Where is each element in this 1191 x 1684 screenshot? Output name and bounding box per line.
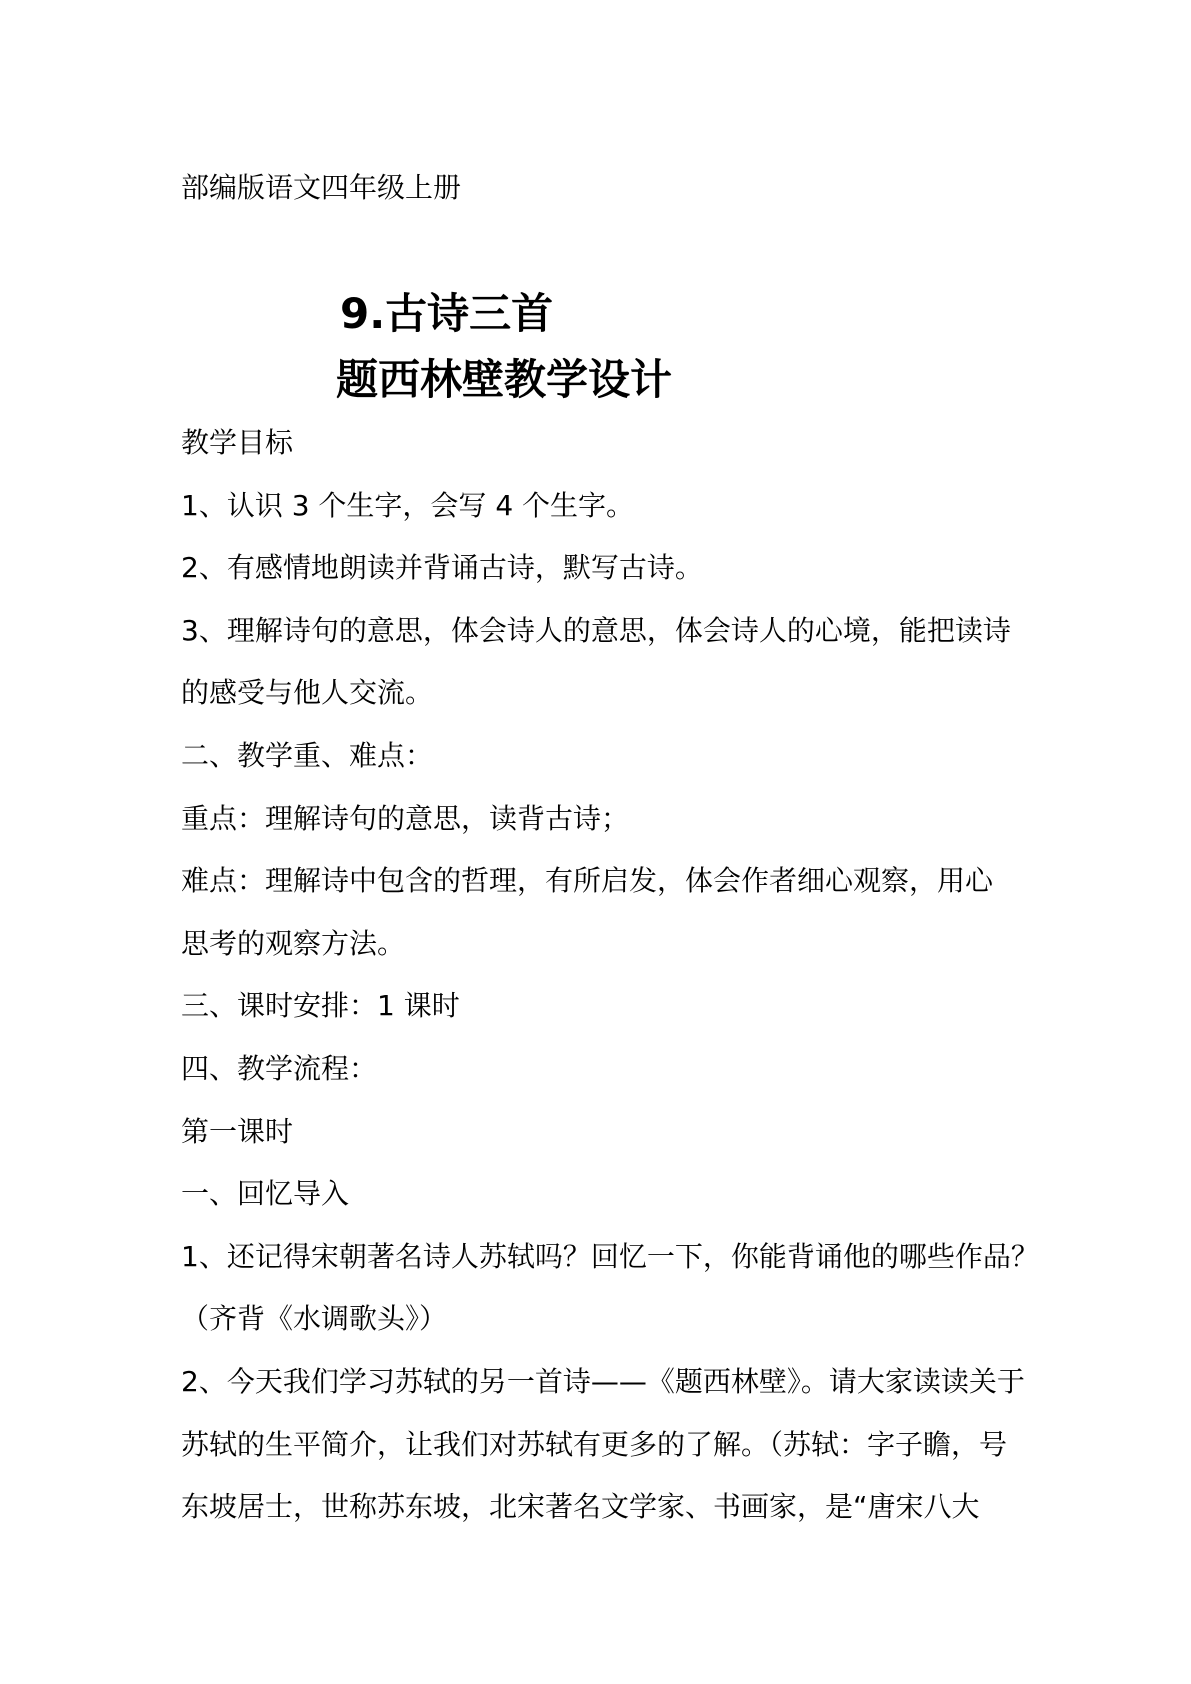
body-line: （齐背《水调歌头》）: [181, 1302, 448, 1336]
section-heading-process: 四、教学流程：: [181, 1051, 378, 1085]
body-line: 3、理解诗句的意思，体会诗人的意思，体会诗人的心境，能把读诗: [181, 613, 1011, 647]
body-line: 重点：理解诗句的意思，读背古诗；: [181, 801, 630, 835]
body-line: 东坡居士，世称苏东坡，北宋著名文学家、书画家，是“唐宋八大: [181, 1490, 980, 1524]
body-line: 难点：理解诗中包含的哲理，有所启发，体会作者细心观察，用心: [181, 864, 994, 898]
body-line: 思考的观察方法。: [181, 926, 406, 960]
section-heading-schedule: 三、课时安排：1 课时: [181, 989, 460, 1023]
body-line: 2、今天我们学习苏轼的另一首诗——《题西林壁》。请大家读读关于: [181, 1364, 1025, 1398]
body-line: 苏轼的生平简介，让我们对苏轼有更多的了解。（苏轼：字子瞻，号: [181, 1427, 1008, 1461]
body-line: 2、有感情地朗读并背诵古诗，默写古诗。: [181, 551, 703, 585]
section-heading-review: 一、回忆导入: [181, 1177, 350, 1211]
body-line: 1、还记得宋朝著名诗人苏轼吗？回忆一下，你能背诵他的哪些作品？: [181, 1239, 1039, 1273]
lesson-subtitle: 题西林壁教学设计: [336, 355, 673, 404]
book-header: 部编版语文四年级上册: [181, 171, 462, 204]
section-heading-key-points: 二、教学重、难点：: [181, 738, 434, 772]
document-body: [181, 412, 1061, 1539]
section-heading-objectives: 教学目标: [181, 426, 294, 459]
lesson-title: 9.古诗三首: [340, 289, 554, 338]
body-line: 1、认识 3 个生字，会写 4 个生字。: [181, 488, 635, 522]
section-heading-first-lesson: 第一课时: [181, 1114, 294, 1148]
body-line: 的感受与他人交流。: [181, 676, 434, 710]
